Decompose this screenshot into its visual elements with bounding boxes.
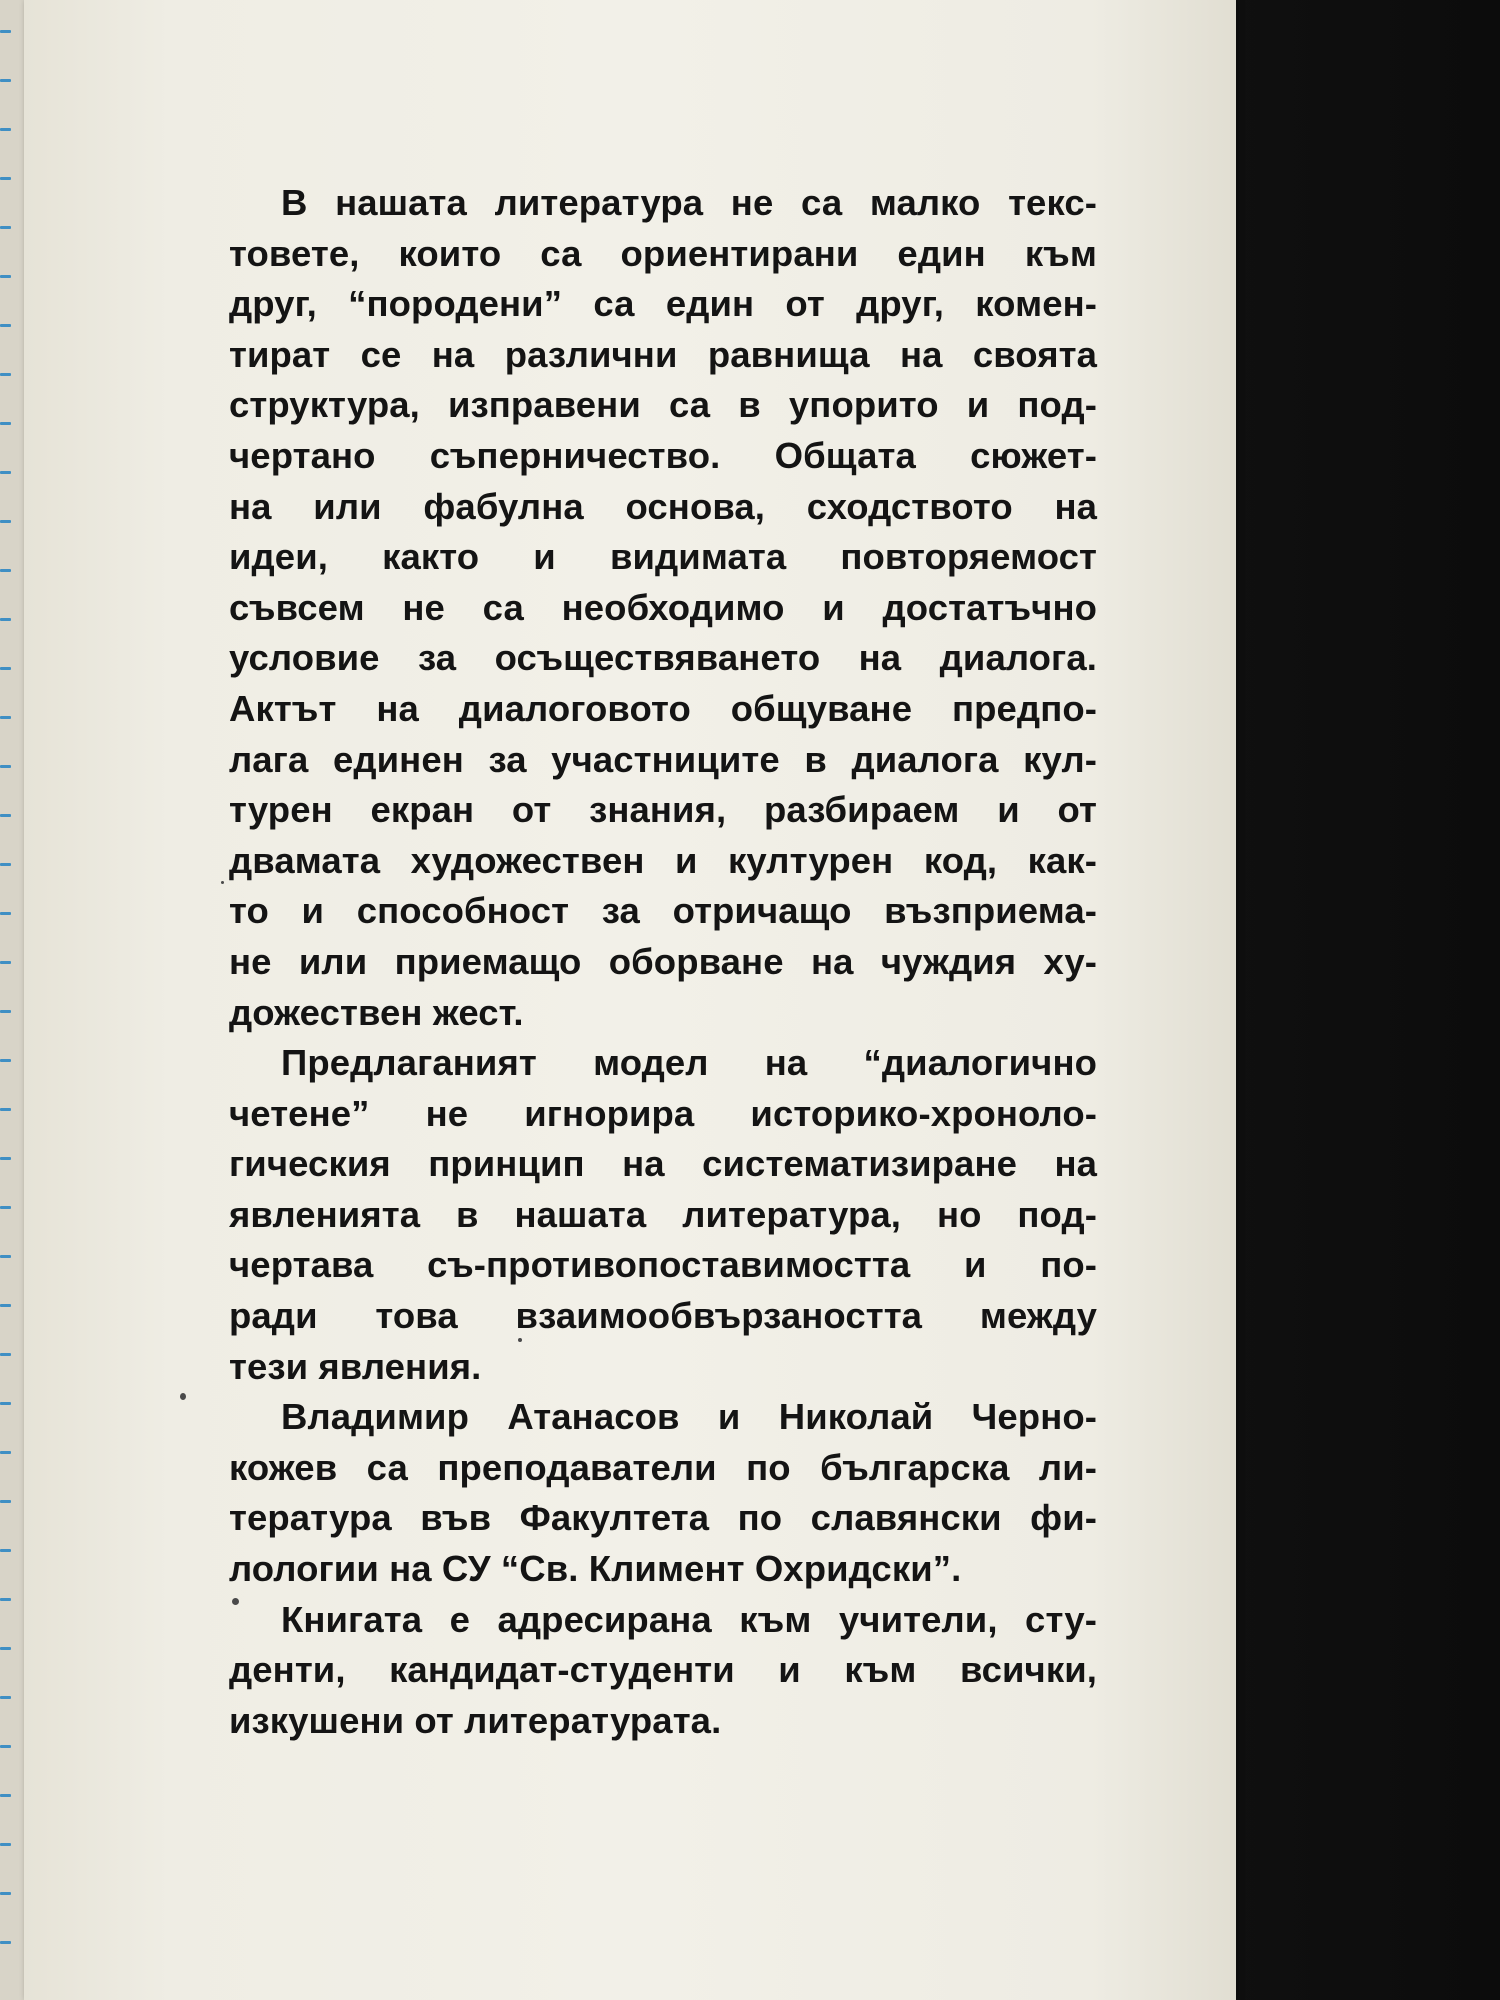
text-line: не или приемащо оборване на чуждия ху- bbox=[229, 940, 1097, 982]
text-line: тират се на различни равнища на своята bbox=[229, 333, 1097, 375]
text-line: денти, кандидат-студенти и към всички, bbox=[229, 1649, 1097, 1691]
edge-tick bbox=[0, 79, 11, 82]
edge-tick bbox=[0, 373, 11, 376]
edge-tick bbox=[0, 520, 11, 523]
text-line: то и способност за отричащо възприема- bbox=[229, 890, 1097, 932]
text-line: идеи, както и видимата повторяемост bbox=[229, 536, 1097, 578]
paper-speck bbox=[180, 1393, 186, 1400]
text-line: товете, които са ориентирани един към bbox=[229, 232, 1097, 274]
edge-tick bbox=[0, 569, 11, 572]
edge-tick bbox=[0, 1451, 11, 1454]
text-line: условие за осъществяването на диалога. bbox=[229, 637, 1097, 679]
edge-tick bbox=[0, 1598, 11, 1601]
paragraph bbox=[229, 178, 1097, 1038]
text-line: Предлаганият модел на “диалогично bbox=[281, 1042, 1097, 1084]
edge-tick bbox=[0, 1843, 11, 1846]
text-line: лага единен за участниците в диалога кул- bbox=[229, 738, 1097, 780]
edge-tick bbox=[0, 1696, 11, 1699]
text-line: чертава съ-противопоставимостта и по- bbox=[229, 1244, 1097, 1286]
edge-tick bbox=[0, 618, 11, 621]
edge-tick bbox=[0, 128, 11, 131]
edge-tick bbox=[0, 1500, 11, 1503]
book-back-cover bbox=[24, 0, 1236, 2000]
text-line: чертано съперничество. Общата сюжет- bbox=[229, 434, 1097, 476]
text-line: В нашата литература не са малко текс- bbox=[281, 182, 1097, 223]
edge-tick bbox=[0, 30, 11, 33]
edge-tick bbox=[0, 716, 11, 719]
paper-speck bbox=[518, 1338, 522, 1342]
text-line: лологии на СУ “Св. Климент Охридски”. bbox=[229, 1548, 962, 1590]
text-line: структура, изправени са в упорито и под- bbox=[229, 384, 1097, 426]
edge-tick bbox=[0, 1892, 11, 1895]
text-line: на или фабулна основа, сходството на bbox=[229, 485, 1097, 527]
edge-tick bbox=[0, 1255, 11, 1258]
edge-tick bbox=[0, 765, 11, 768]
text-line: изкушени от литературата. bbox=[229, 1699, 722, 1741]
text-line: съвсем не са необходимо и достатъчно bbox=[229, 586, 1097, 628]
paragraph bbox=[229, 1595, 1097, 1747]
text-line: кожев са преподаватели по българска ли- bbox=[229, 1446, 1097, 1488]
edge-tick bbox=[0, 226, 11, 229]
edge-tick bbox=[0, 471, 11, 474]
text-line: гическия принцип на систематизиране на bbox=[229, 1143, 1097, 1185]
edge-tick bbox=[0, 1353, 11, 1356]
text-line: дожествен жест. bbox=[229, 991, 524, 1033]
text-line: турен екран от знания, разбираем и от bbox=[229, 789, 1097, 831]
edge-tick bbox=[0, 422, 11, 425]
edge-tick bbox=[0, 912, 11, 915]
edge-tick bbox=[0, 814, 11, 817]
text-line: ради това взаимообвързаността между bbox=[229, 1295, 1097, 1337]
edge-tick bbox=[0, 1304, 11, 1307]
text-line: явленията в нашата литература, но под- bbox=[229, 1193, 1097, 1235]
edge-tick bbox=[0, 1549, 11, 1552]
paper-speck bbox=[221, 881, 224, 884]
text-line: четене” не игнорира историко-хроноло- bbox=[229, 1092, 1097, 1134]
paper-speck bbox=[232, 1598, 239, 1605]
text-line: тези явления. bbox=[229, 1345, 482, 1387]
text-line: друг, “породени” са един от друг, комен- bbox=[229, 283, 1097, 325]
text-line: двамата художествен и културен код, как- bbox=[229, 839, 1097, 881]
edge-tick bbox=[0, 1794, 11, 1797]
cover-text bbox=[229, 178, 1097, 1746]
edge-tick bbox=[0, 1059, 11, 1062]
edge-tick bbox=[0, 1402, 11, 1405]
text-line: Актът на диалоговото общуване предпо- bbox=[229, 687, 1097, 729]
edge-tick bbox=[0, 324, 11, 327]
paragraph bbox=[229, 1392, 1097, 1594]
edge-tick bbox=[0, 1941, 11, 1944]
text-line: Книгата е адресирана към учители, сту- bbox=[281, 1598, 1097, 1640]
edge-tick bbox=[0, 863, 11, 866]
edge-tick bbox=[0, 275, 11, 278]
text-line: тература във Факултета по славянски фи- bbox=[229, 1497, 1097, 1539]
edge-tick bbox=[0, 961, 11, 964]
edge-tick bbox=[0, 1206, 11, 1209]
edge-tick bbox=[0, 1157, 11, 1160]
edge-tick bbox=[0, 1108, 11, 1111]
edge-tick bbox=[0, 1647, 11, 1650]
paragraph bbox=[229, 1038, 1097, 1392]
edge-tick bbox=[0, 177, 11, 180]
edge-tick bbox=[0, 1010, 11, 1013]
edge-tick bbox=[0, 1745, 11, 1748]
text-line: Владимир Атанасов и Николай Черно- bbox=[281, 1396, 1097, 1438]
edge-tick bbox=[0, 667, 11, 670]
